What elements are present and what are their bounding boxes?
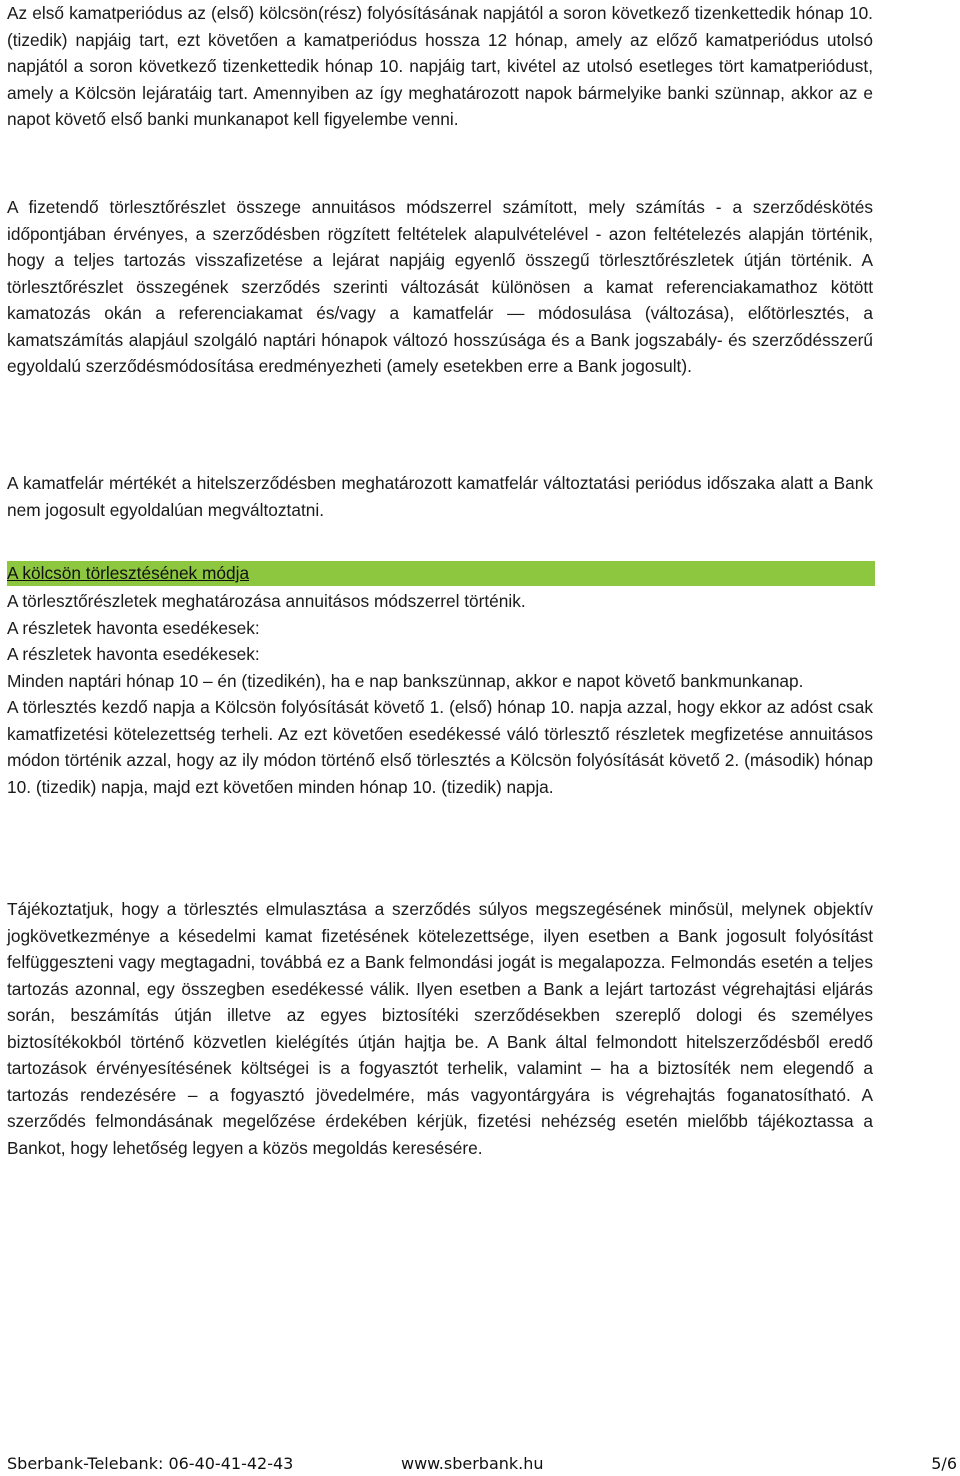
paragraph-installment-amount: A fizetendő törlesztőrészlet összege annuitásos módszerrel számított, mely számítás - a szerződéskötés időpontjában érvényes, a szerződésben rögzített feltételek alapulvételével - azon feltételezés alapján történik, hogy a teljes tartozás visszafizetése a lejárat napjáig egyenlő összegű törlesztőrészletek útján történik. A törlesztőrészlet összegének szerződés szerinti változását különösen a kamat referenciakamathoz kötött kamatozás okán a referenciakamat és/vagy a kamatfelár ― módosulása (változása), előtörlesztés, a kamatszámítás alapjául szolgáló naptári hónapok változó hosszúsága és a Bank jogszabály- és szerződésszerű egyoldalú szerződésmódosítása eredményezheti (amely esetekben erre a Bank jogosult).	[7, 197, 873, 376]
repayment-line-start: A törlesztés kezdő napja a Kölcsön folyósítását követő 1. (első) hónap 10. napja azzal, hogy ekkor az adóst csak kamatfizetési kötelezettség terheli. Az ezt követően esedékessé váló törlesztő részletek megfizetése annuitásos módon történik azzal, hogy az ily módon történő első törlesztés a Kölcsön folyósítását követő 2. (második) hónap 10. (tizedik) napja, majd ezt követően minden hónap 10. (tizedik) napja.	[7, 697, 873, 797]
repayment-line-due-day: Minden naptári hónap 10 – én (tizedikén), ha e nap bankszünnap, akkor e napot követő bankmunkanap.	[7, 670, 804, 691]
paragraph-interest-period: Az első kamatperiódus az (első) kölcsön(rész) folyósításának napjától a soron következő tizenkettedik hónap 10. (tizedik) napjáig tart, ezt követően a kamatperiódus hossza 12 hónap, amely az előző kamatperiódus utolsó napjától a soron következő tizenkettedik hónap 10. napjáig tart, kivétel az utolsó esetleges tört kamatperiódust, amely a Kölcsön lejáratáig tart. Amennyiben az így meghatározott napok bármelyike banki szünnap, akkor az e napot követő első banki munkanapot kell figyelembe venni.	[7, 3, 873, 129]
repayment-section	[7, 588, 873, 800]
repayment-line-monthly-repeat: A részletek havonta esedékesek:	[7, 644, 260, 664]
paragraph-interest-margin: A kamatfelár mértékét a hitelszerződésben meghatározott kamatfelár változtatási periódus időszaka alatt a Bank nem jogosult egyoldalúan megváltoztatni.	[7, 473, 873, 520]
footer-page-number: 5/6	[931, 1454, 957, 1473]
section-heading: A kölcsön törlesztésének módja	[7, 561, 875, 586]
footer-website-link[interactable]: www.sberbank.hu	[401, 1454, 544, 1473]
repayment-line-method: A törlesztőrészletek meghatározása annuitásos módszerrel történik.	[7, 591, 526, 611]
page-footer	[7, 1453, 957, 1475]
footer-telebank: Sberbank-Telebank: 06-40-41-42-43	[7, 1454, 294, 1473]
paragraph-default-notice: Tájékoztatjuk, hogy a törlesztés elmulasztása a szerződés súlyos megszegésének minősül, melynek objektív jogkövetkezménye a késedelmi kamat fizetésének kötelezettsége, ilyen esetben a Bank jogosult folyósítást felfüggeszteni vagy megtagadni, továbbá ez a Bank felmondási jogát is megalapozza. Felmondás esetén a teljes tartozás azonnal, egy összegben esedékessé válik. Ilyen esetben a Bank a lejárt tartozást végrehajtási eljárás során, beszámítás útján illetve az egyes biztosítéki szerződésekben szereplő dologi és személyes biztosítékokból történő közvetlen kielégítés útján hajtja be. A Bank által felmondott hitelszerződésből eredő tartozások érvényesítésének költségei is a fogyasztót terhelik, valamint – ha a biztosíték nem elegendő a tartozás rendezésére – a fogyasztó jövedelmére, más vagyontárgyára is végrehajtás foganatosítható. A szerződés felmondásának megelőzése érdekében kérjük, fizetési nehézség esetén mielőbb tájékoztassa a Bankot, hogy lehetőség legyen a közös megoldás keresésére.	[7, 899, 873, 1158]
repayment-line-monthly: A részletek havonta esedékesek:	[7, 617, 260, 638]
